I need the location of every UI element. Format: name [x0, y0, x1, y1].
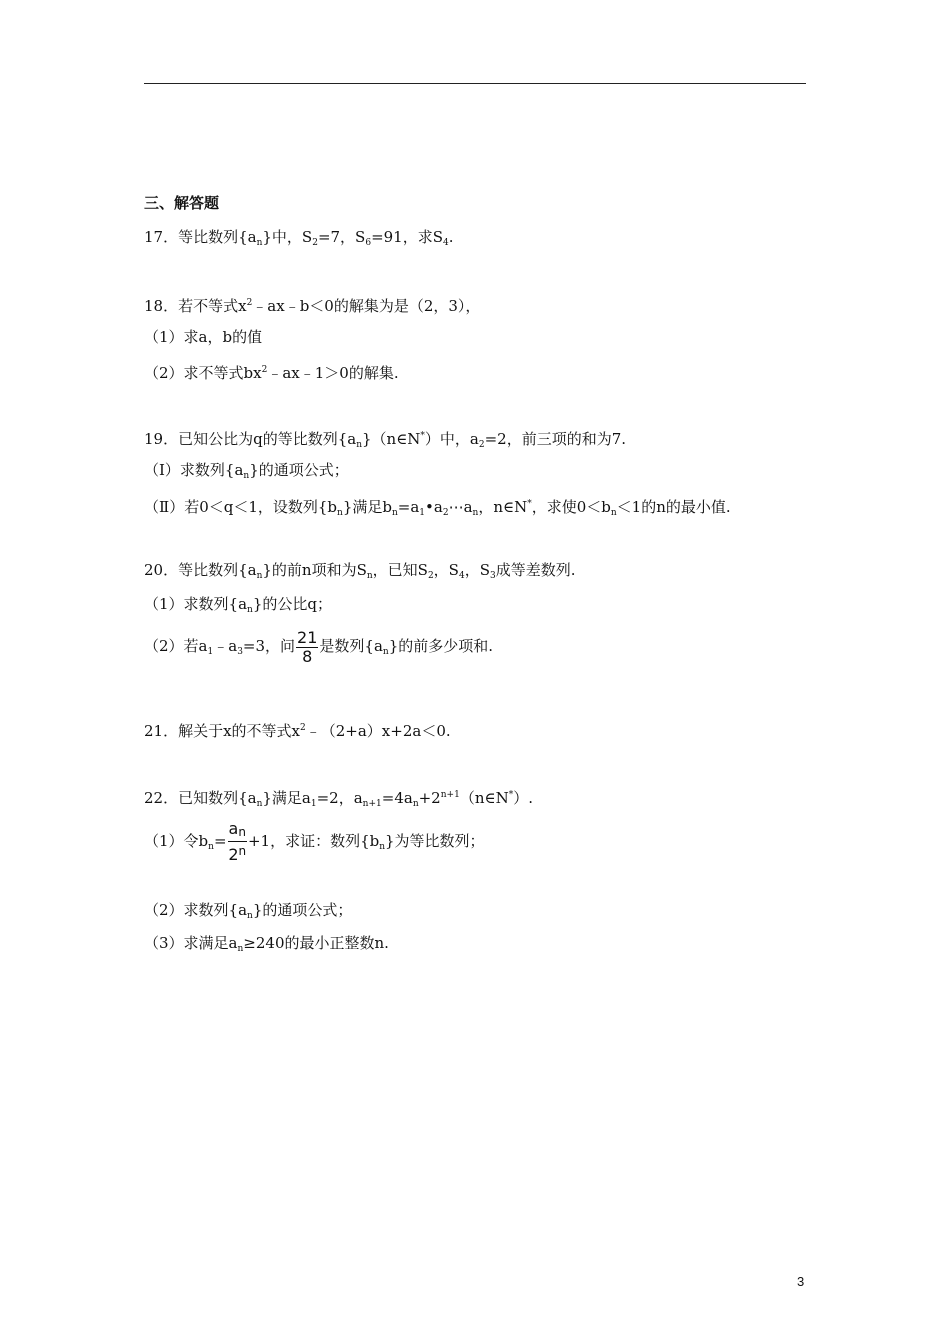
question-22-part-1: （1）令$b_n=$ $\frac{an}{2^n}$ +1，求证：数列$\{b_n\}$为等比数列；	[144, 819, 485, 864]
question-22: 22．已知数列$\{a_n\}$满足$a_1=2$，$a_{n+1}=4a_n+2^{n+1}(n\in N^*)$.	[144, 789, 533, 809]
question-19-part-2: （Ⅱ）若0＜q＜1，设数列$\{b_n\}$满足$b_n=a_1•a_2\cdots a_n$，n∈N*，求使$0<b_n<1$的n的最小值.	[144, 498, 731, 518]
fraction-21-over-8: $\frac{21}{8}$	[297, 627, 318, 666]
question-21: 21．解关于x的不等式$x^2﹣(2+a)x+2a<0$.	[144, 722, 451, 740]
question-22-part-2: （2）求数列$\{a_n\}$的通项公式；	[144, 901, 353, 921]
question-18-part-1: （1）求a，b的值	[144, 328, 263, 346]
page-number: 3	[797, 1274, 805, 1289]
header-rule	[144, 83, 806, 84]
question-20-part-1: （1）求数列$\{a_n\}$的公比q；	[144, 595, 332, 615]
section-title: 三、解答题	[144, 194, 220, 212]
question-18-part-2: （2）求不等式$bx^2﹣ax﹣1>0$的解集.	[144, 364, 399, 382]
question-19-part-1: （Ⅰ）求数列$\{a_n\}$的通项公式；	[144, 461, 349, 481]
fraction-an-over-2n: $\frac{an}{2^n}$	[228, 819, 247, 864]
question-17: 17．等比数列$\{a_n\}$中，$S_2=7$，$S_6=91$，求$S_4$.	[144, 228, 454, 248]
question-20-part-2: （2）若$a_1﹣a_3=3$，问 $\frac{21}{8}$ 是数列$\{a_n\}$的前多少项和.	[144, 627, 494, 666]
question-19: 19．已知公比为q的等比数列$\{a_n\}(n\in N^*)$中，$a_2=2$，前三项的和为7.	[144, 430, 627, 450]
question-20: 20．等比数列$\{a_n\}$的前n项和为$S_n$，已知$S_2$，$S_4$，$S_3$成等差数列.	[144, 561, 576, 581]
question-18: 18．若不等式$x^2﹣ax﹣b<0$的解集为是（2，3），	[144, 297, 481, 315]
question-22-part-3: （3）求满足$a_n\ge 240$的最小正整数n.	[144, 934, 389, 954]
